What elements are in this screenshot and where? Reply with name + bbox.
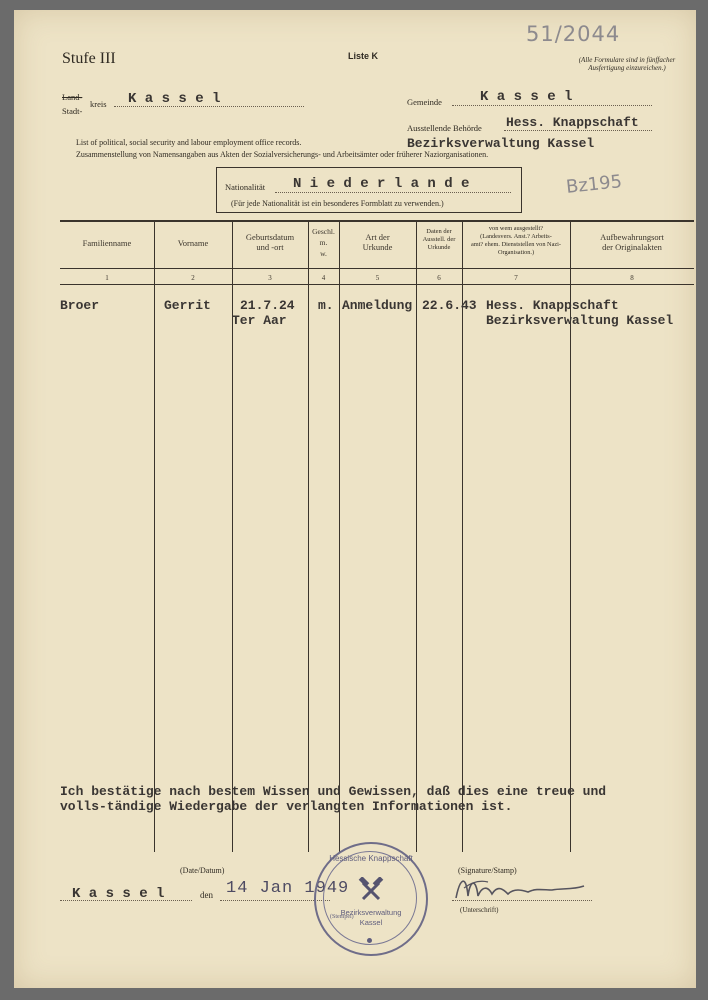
kreis-stadt: Stadt- [62,106,83,116]
confirmation-line1: Ich bestätige nach bestem Wissen und Gewissen, daß dies eine treue und [60,784,607,799]
unterschrift-label: (Unterschrift) [460,906,499,914]
col-divider-1 [154,220,155,852]
header-art [339,232,416,252]
copies-note [562,56,692,72]
column-number-3: 3 [268,274,272,282]
stamp-dot [367,938,372,943]
header-aussteller [462,225,570,257]
stamp-text-top: Hessische Knappschaft [329,854,413,863]
header-daten [416,228,462,252]
kreis-land: Land- [62,92,83,102]
header-daten-line2: Ausstell. der [422,236,456,243]
header-daten-line1: Daten der [426,228,452,235]
cell-issuer-line2: Bezirksverwaltung Kassel [486,313,674,328]
place-value: K a s s e l [72,886,165,902]
header-art-line1: Art der [365,232,390,242]
col-divider-6 [462,220,463,852]
col-divider-3 [308,220,309,852]
cell-issue-date: 22.6.43 [422,298,477,313]
column-number-7: 7 [514,274,518,282]
header-geschlecht-line1: Geschl. [312,227,335,236]
gemeinde-value: K a s s e l [480,89,573,105]
copies-note-line1: (Alle Formulare sind in fünffacher [578,56,676,64]
cell-birth-date: 21.7.24 [240,298,295,313]
margin-note: Bz195 [565,171,624,198]
column-number-5: 5 [375,274,380,282]
stamp-text-line2: Kassel [359,918,383,927]
column-number-6: 6 [437,274,441,282]
date-value: 14 Jan 1949 [226,879,350,898]
column-number-1: 1 [105,274,109,282]
behoerde-value-2: Bezirksverwaltung Kassel [407,136,595,151]
signature-label: (Signature/Stamp) [458,866,517,875]
handwritten-signature [452,868,602,908]
confirmation-line2: volls-tändige Wiedergabe der verlangten Informationen ist. [60,799,513,814]
column-number-8: 8 [630,274,634,282]
nationality-label: Nationalität [225,182,266,192]
copies-note-line2: Ausfertigung einzureichen.) [588,64,666,72]
header-vorname-text: Vorname [177,238,209,248]
table-top-rule [60,220,694,222]
cell-issuer-line1: Hess. Knappschaft [486,298,619,313]
header-geschlecht-line3: w. [320,249,327,258]
kreis-value: K a s s e l [128,91,221,107]
cell-document-type: Anmeldung [342,298,413,313]
header-geburtsdatum-line2: und -ort [256,242,284,252]
header-geburtsdatum [232,232,308,252]
col-divider-4 [339,220,340,852]
cell-sex: m. [318,298,334,313]
official-stamp [314,842,428,956]
header-art-line2: Urkunde [362,242,393,252]
english-description: List of political, social security and labour employment office records. [76,138,302,147]
col-divider-5 [416,220,417,852]
header-aussteller-line1: von wem ausgestellt? [488,225,544,232]
header-geschlecht [308,226,339,259]
archive-number: 51/2044 [526,22,621,46]
header-aussteller-line2: (Landesvers. Anst.? Arbeits- [480,233,552,240]
hammer-and-pick-icon [357,877,385,905]
header-daten-line3: Urkunde [427,244,451,251]
stamp-label: (Stempel) [330,914,354,920]
header-familienname [60,238,154,248]
kreis-label: kreis [90,99,107,109]
behoerde-value-1: Hess. Knappschaft [506,115,639,130]
stage-label: Stufe III [62,50,116,67]
behoerde-label: Ausstellende Behörde [407,123,482,133]
document-page [14,10,696,988]
table-number-rule [60,284,694,285]
header-familienname-text: Familienname [82,238,132,248]
nationality-note: (Für jede Nationalität ist ein besonderes Formblatt zu verwenden.) [231,199,444,208]
header-aufbewahrung-line1: Aufbewahrungsort [600,232,664,242]
column-number-2: 2 [191,274,195,282]
gemeinde-label: Gemeinde [407,97,442,107]
german-description: Zusammenstellung von Namensangaben aus Akten der Sozialversicherungs- und Arbeitsämter oder früherer Naziorganisationen. [76,150,489,159]
cell-birth-place: Ter Aar [232,313,287,328]
stamp-text-line1: Bezirksverwaltung [340,908,402,917]
nationality-value: N i e d e r l a n d e [293,176,470,192]
nationality-box [216,167,522,213]
header-aussteller-line3: amt? ehem. Dienststellen von Nazi-Organisation.) [470,241,562,256]
header-geschlecht-line2: m. [319,238,328,247]
den-label: den [200,890,213,900]
date-label: (Date/Datum) [180,866,225,875]
cell-surname: Broer [60,298,100,313]
header-vorname [154,238,232,248]
header-aufbewahrung [570,232,694,252]
cell-firstname: Gerrit [164,298,211,313]
header-aufbewahrung-line2: der Originalakten [602,242,662,252]
header-geburtsdatum-line1: Geburtsdatum [245,232,295,242]
list-name: Liste K [348,51,379,61]
column-number-4: 4 [321,274,326,282]
table-header-rule [60,268,694,269]
